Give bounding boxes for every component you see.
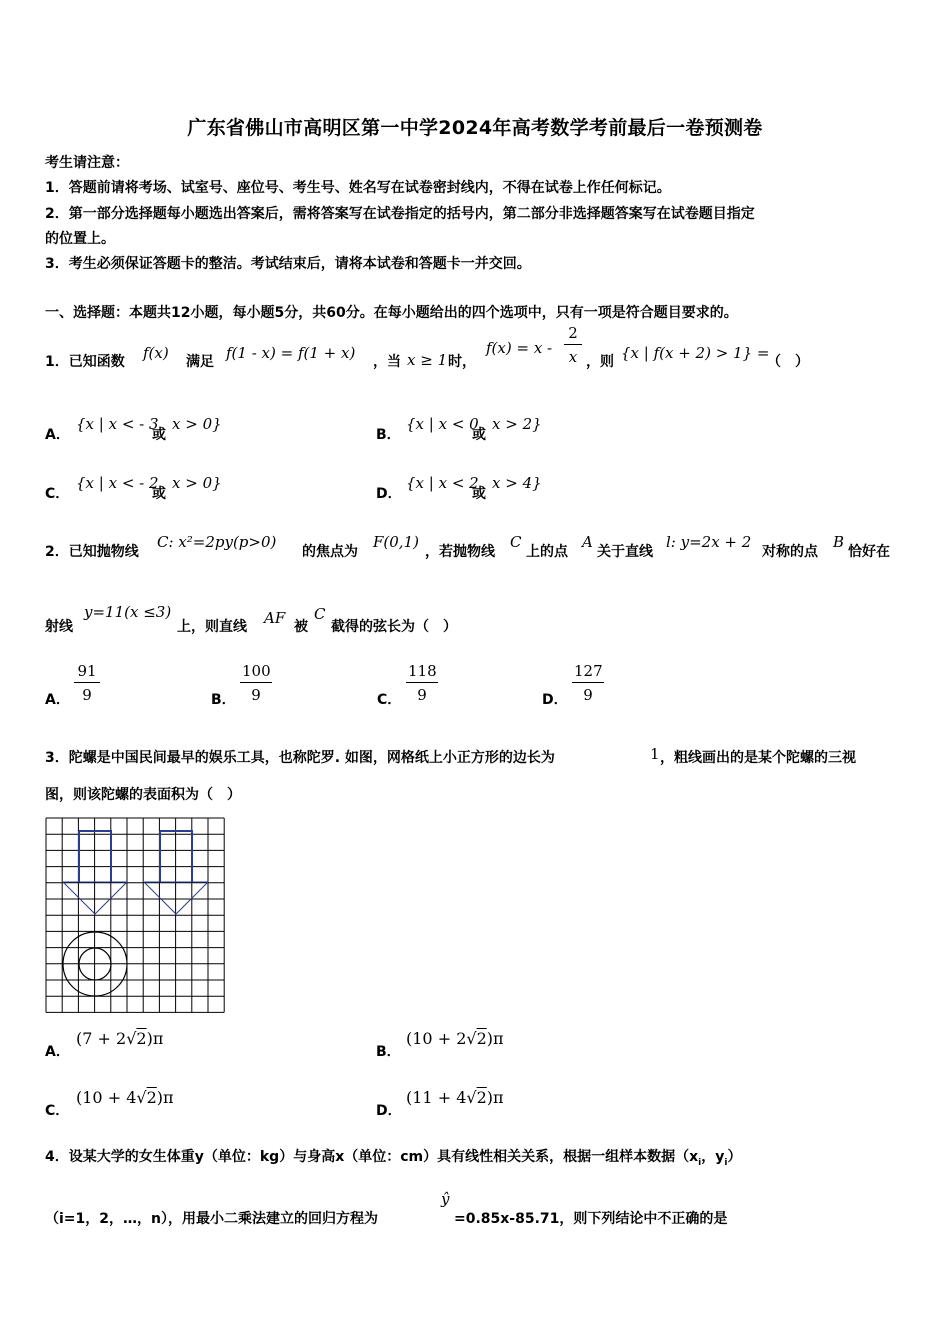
q2-text-6: 恰好在 — [848, 544, 890, 560]
q2-option-c-den: 9 — [417, 686, 427, 704]
q3-option-a-label: A． — [45, 1044, 70, 1060]
q2-option-a-fraction — [74, 662, 100, 704]
q1-option-c-or: 或 — [152, 486, 166, 502]
q2-c: C — [510, 533, 522, 551]
q3-option-d-k: 4 — [456, 1088, 467, 1107]
notice-item-2: 2．第一部分选择题每小题选出答案后，需将答案写在试卷指定的括号内，第二部分非选择题答案写在试卷题目指定 — [45, 206, 755, 222]
q2-option-c-fraction — [406, 662, 438, 704]
page-title: 广东省佛山市高明区第一中学2024年高考数学考前最后一卷预测卷 — [187, 117, 763, 139]
q1-paren: （ ） — [767, 354, 809, 370]
q4-sub-i: i — [698, 1157, 702, 1168]
q3-option-d-a: 11 — [412, 1088, 433, 1107]
q2-option-c-bar — [406, 682, 438, 683]
q2-option-d-bar — [572, 682, 604, 683]
q2-option-a-num: 91 — [77, 662, 97, 680]
q1-fraction — [564, 324, 582, 366]
q1-option-a-post: x > 0} — [172, 415, 222, 433]
q2-option-b-label: B． — [211, 692, 236, 708]
q2-parabola: C: x²=2py(p>0) — [157, 533, 277, 551]
q2-text-3: 上的点 — [526, 544, 568, 560]
q3-option-c-k: 4 — [126, 1088, 137, 1107]
q3-option-d-pi: π — [493, 1088, 504, 1107]
q1-fraction-num: 2 — [568, 324, 578, 342]
q1-condition: f(1 - x) = f(1 + x) — [226, 344, 356, 362]
q3-line-1a: 3．陀螺是中国民间最早的娱乐工具，也称陀罗. 如图，网格纸上小正方形的边长为 — [45, 750, 555, 766]
q2-option-d-fraction — [572, 662, 604, 704]
q3-option-c-expr: (10 + 4√2)π — [76, 1088, 174, 1107]
q4-line-1 — [45, 1146, 741, 1168]
q1-option-b-or: 或 — [472, 427, 486, 443]
q3-option-d-expr: (11 + 4√2)π — [406, 1088, 504, 1107]
q3-option-d-r: 2 — [476, 1088, 487, 1107]
q2-option-a-label: A． — [45, 692, 70, 708]
q3-option-a-a: 7 — [82, 1029, 93, 1048]
notice-heading: 考生请注意： — [45, 155, 129, 171]
q1-lead: 1．已知函数 — [45, 354, 125, 370]
q2-text-8: 上，则直线 — [177, 619, 247, 635]
q3-option-c-r: 2 — [146, 1088, 157, 1107]
q3-option-d-plus: + — [437, 1088, 452, 1107]
q2-option-c-label: C． — [377, 692, 402, 708]
q2-text-7: 射线 — [45, 619, 73, 635]
q2-option-d-label: D． — [542, 692, 568, 708]
q1-option-a-label: A． — [45, 427, 70, 443]
q1-text-3: 时， — [448, 354, 476, 370]
q1-option-b-label: B． — [376, 427, 401, 443]
q4-close: ） — [727, 1149, 742, 1165]
q1-fraction-bar — [564, 344, 582, 345]
q1-option-d-label: D． — [376, 486, 402, 502]
q1-option-d-post: x > 4} — [492, 474, 542, 492]
q3-option-b-label: B． — [376, 1044, 401, 1060]
q3-option-a-r: 2 — [136, 1029, 147, 1048]
q1-option-c-pre: {x | x < - 2 — [76, 474, 159, 492]
q1-option-d-or: 或 — [472, 486, 486, 502]
q1-text-1: 满足 — [186, 354, 214, 370]
q1-option-d-pre: {x | x < 2 — [406, 474, 479, 492]
q1-option-a-pre: {x | x < - 3 — [76, 415, 159, 433]
q3-option-a-pi: π — [152, 1029, 164, 1048]
grid-lines — [46, 818, 224, 1012]
q2-af: AF — [264, 609, 286, 627]
q4-line-2b: =0.85x-85.71，则下列结论中不正确的是 — [454, 1211, 728, 1227]
q3-three-view-figure — [45, 817, 229, 1013]
notice-item-3: 3．考生必须保证答题卡的整洁。考试结束后，请将本试卷和答题卡一并交回。 — [45, 256, 531, 272]
q3-option-a-expr: (7 + 2√2)π — [76, 1029, 164, 1048]
q2-text-2: ，若抛物线 — [425, 544, 495, 560]
q2-a: A — [582, 533, 593, 551]
q3-option-a-k: 2 — [116, 1029, 127, 1048]
q2-ray: y=11(x ≤3) — [84, 603, 172, 621]
q2-option-b-num: 100 — [242, 662, 271, 680]
q3-line-1b: ，粗线画出的是某个陀螺的三视 — [660, 750, 856, 766]
q1-fx: f(x) — [143, 344, 169, 362]
q1-option-c-post: x > 0} — [172, 474, 222, 492]
q2-c2: C — [314, 605, 326, 623]
q1-option-a-or: 或 — [152, 427, 166, 443]
notice-item-1: 1．答题前请将考场、试室号、座位号、考生号、姓名写在试卷密封线内，不得在试卷上作任何标记。 — [45, 180, 671, 196]
q2-option-b-den: 9 — [251, 686, 261, 704]
q3-option-b-expr: (10 + 2√2)π — [406, 1029, 504, 1048]
q3-option-a-plus: + — [97, 1029, 111, 1048]
q2-option-b-fraction — [240, 662, 272, 704]
q1-text-2: ，当 — [373, 354, 401, 370]
q3-option-b-a: 10 — [412, 1029, 433, 1048]
q4-yhat: ŷ — [441, 1190, 450, 1208]
q3-option-c-plus: + — [107, 1088, 122, 1107]
q3-line-2: 图，则该陀螺的表面积为（ ） — [45, 787, 241, 803]
q2-option-a-den: 9 — [82, 686, 92, 704]
q1-option-c-label: C． — [45, 486, 70, 502]
q3-option-c-a: 10 — [82, 1088, 103, 1107]
q1-text-4: ，则 — [586, 354, 614, 370]
q4-line-2a: （i=1，2，…，n），用最小二乘法建立的回归方程为 — [45, 1211, 378, 1227]
q3-option-b-plus: + — [437, 1029, 452, 1048]
q2-focus: F(0,1) — [373, 533, 419, 551]
q2-text-5: 对称的点 — [762, 544, 818, 560]
q2-text-4: 关于直线 — [597, 544, 653, 560]
q2-text-9: 被 — [294, 619, 308, 635]
q3-option-b-r: 2 — [476, 1029, 487, 1048]
q2-option-d-den: 9 — [583, 686, 593, 704]
q1-set: {x | f(x + 2) > 1} = — [621, 344, 770, 362]
q1-domain: x ≥ 1 — [407, 351, 448, 369]
section-heading: 一、选择题：本题共12小题，每小题5分，共60分。在每小题给出的四个选项中，只有一项是符合题目要求的。 — [45, 305, 738, 321]
q4-sub-i-2: i — [724, 1157, 728, 1168]
q3-option-c-label: C． — [45, 1103, 70, 1119]
q2-option-c-num: 118 — [408, 662, 437, 680]
q2-option-d-num: 127 — [574, 662, 603, 680]
q2-option-a-bar — [74, 682, 100, 683]
q2-option-b-bar — [240, 682, 272, 683]
q2-lead: 2．已知抛物线 — [45, 544, 139, 560]
q4-line-1-text: 4．设某大学的女生体重y（单位：kg）与身高x（单位：cm）具有线性相关关系，根据一组样本数据（x — [45, 1149, 699, 1165]
q1-fdef: f(x) = x - — [486, 339, 553, 357]
q3-option-b-pi: π — [493, 1029, 504, 1048]
q1-option-b-post: x > 2} — [492, 415, 542, 433]
notice-item-2-cont: 的位置上。 — [45, 231, 115, 247]
q2-b: B — [833, 533, 845, 551]
q3-option-c-pi: π — [163, 1088, 174, 1107]
q3-option-b-k: 2 — [456, 1029, 467, 1048]
q3-one: 1 — [650, 745, 660, 763]
q3-option-d-label: D． — [376, 1103, 402, 1119]
q2-line-l: l: y=2x + 2 — [666, 533, 752, 551]
q1-option-b-pre: {x | x < 0 — [406, 415, 479, 433]
q2-text-10: 截得的弦长为（ ） — [331, 619, 457, 635]
q1-fraction-den: x — [568, 348, 578, 366]
q4-comma-y: ，y — [701, 1149, 725, 1165]
q2-text-1: 的焦点为 — [302, 544, 358, 560]
